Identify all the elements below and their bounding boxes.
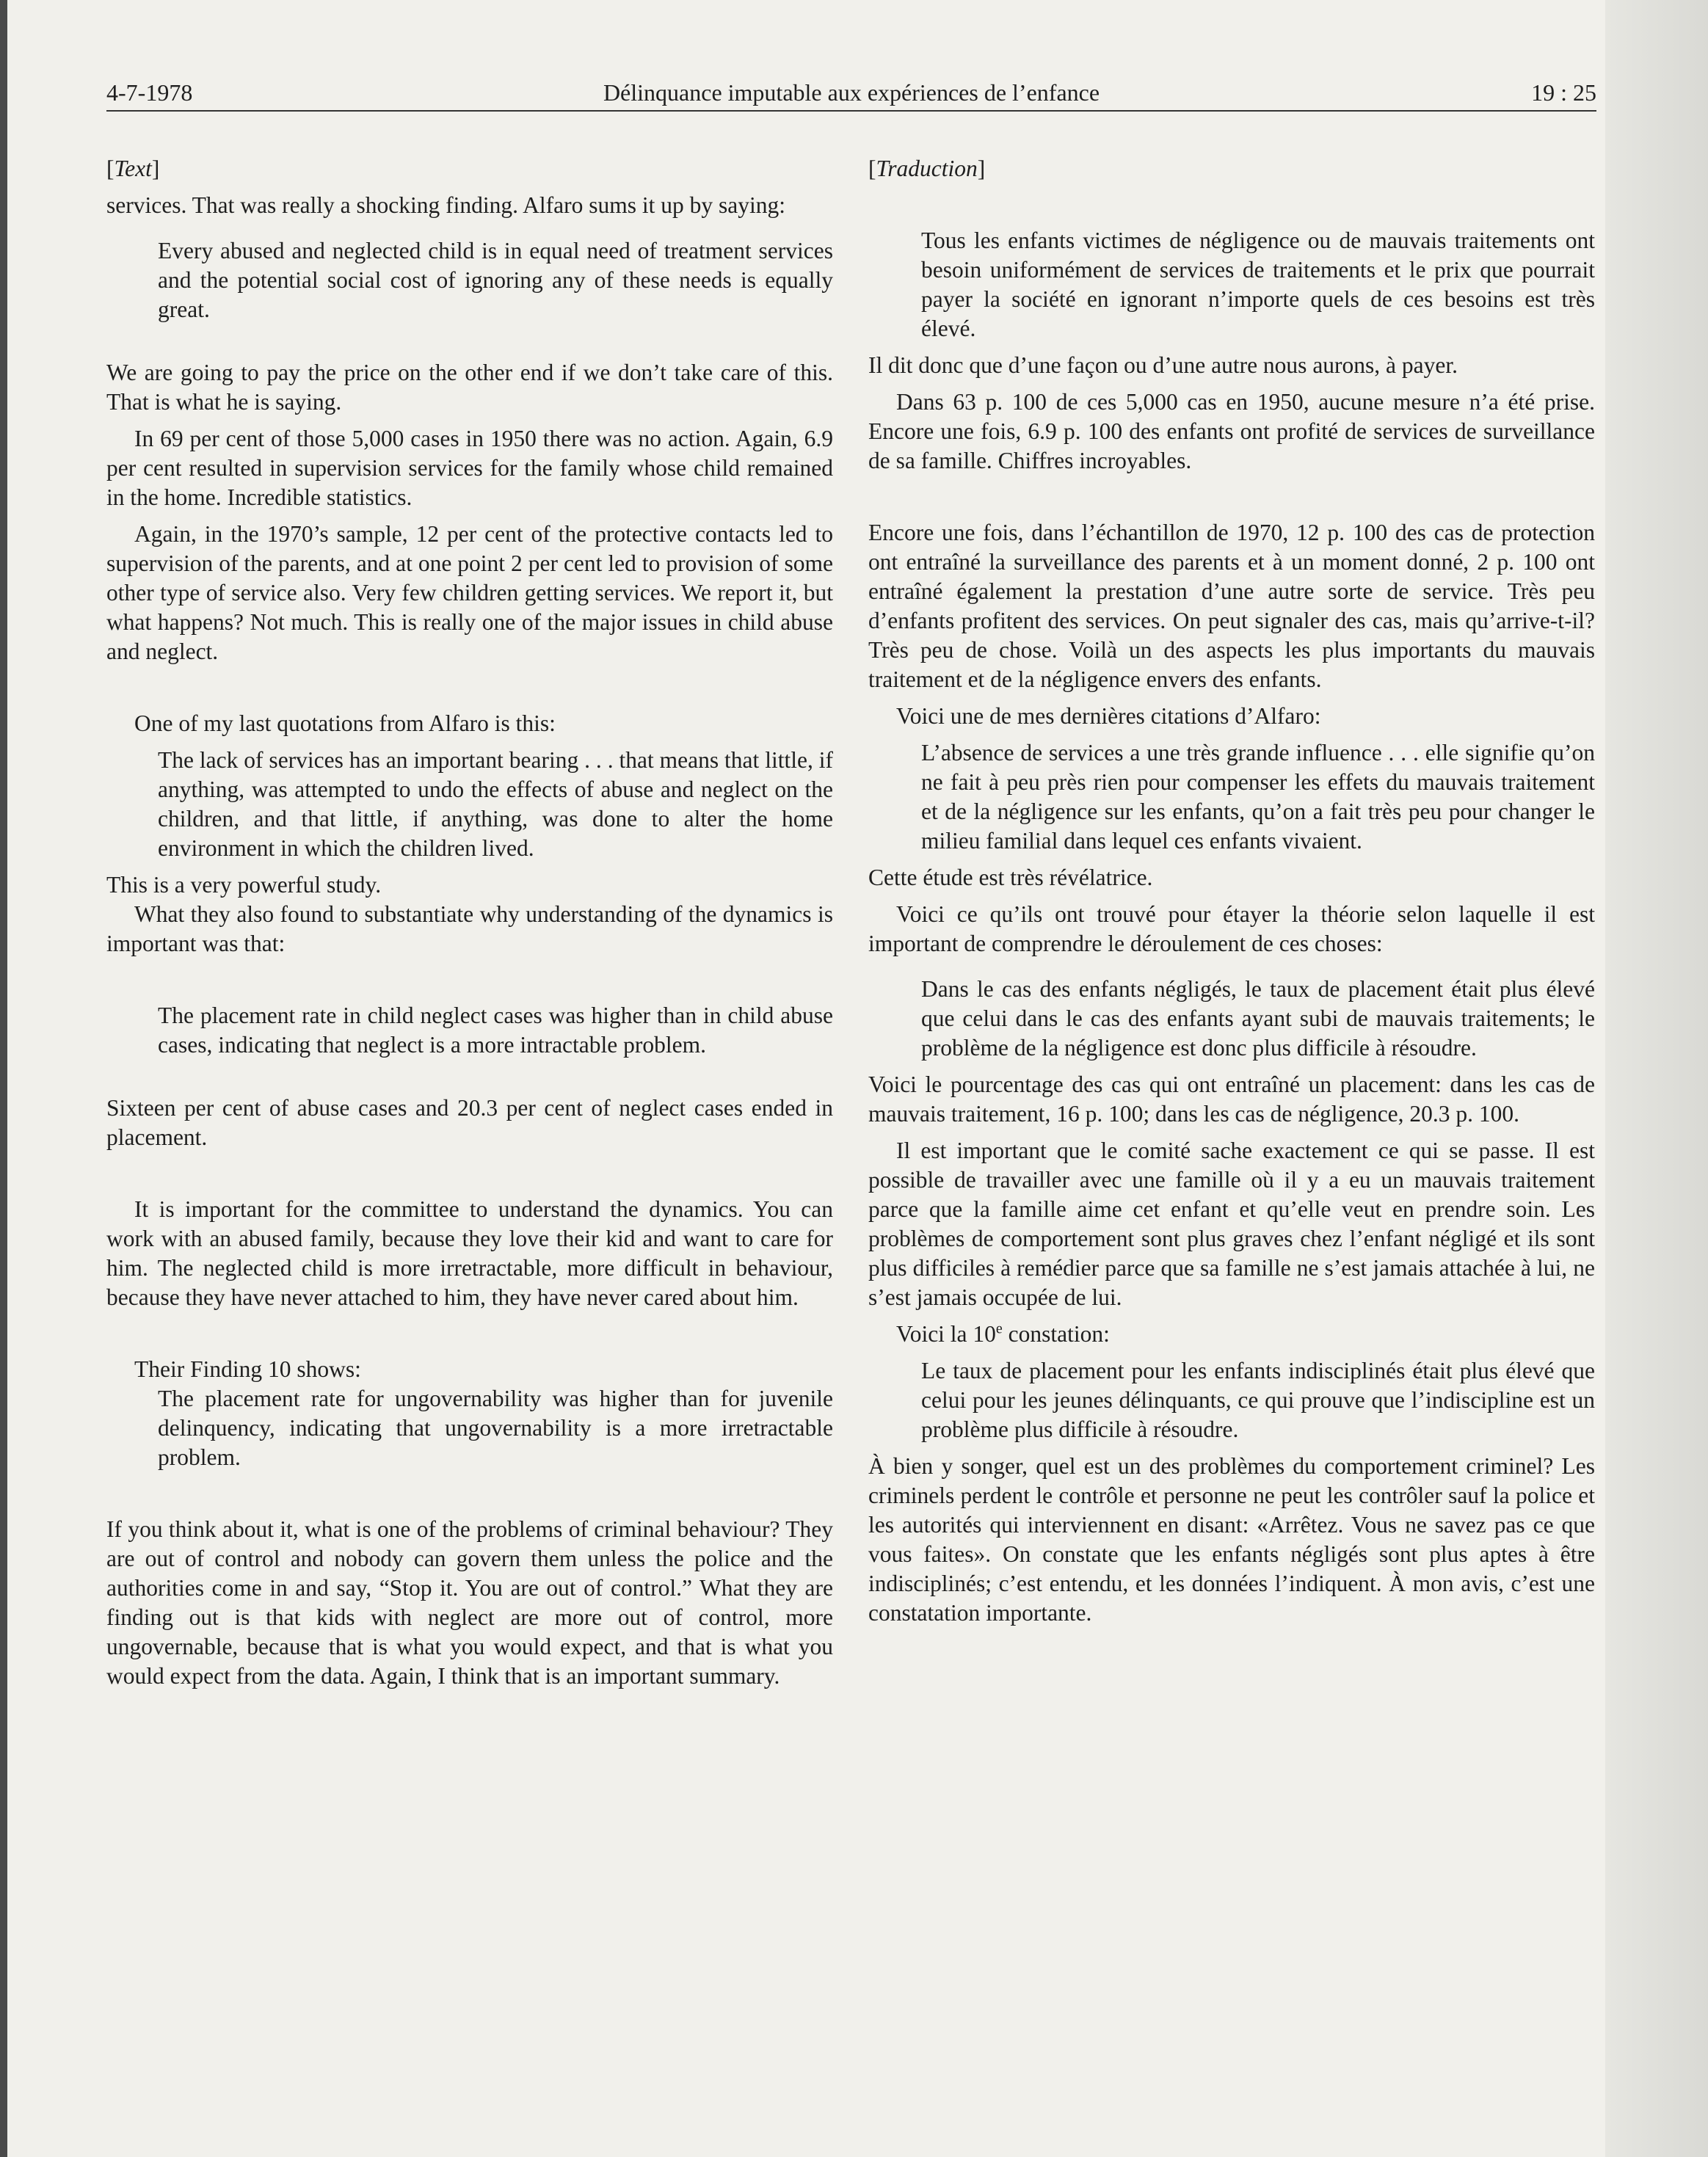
header-title: Délinquance imputable aux expériences de l’enfance [603,79,1100,106]
paragraph: Their Finding 10 shows: [134,1356,361,1382]
block-quote: The lack of services has an important bearing . . . that means that little, if anything, was attempted to undo the effects of abuse and neglect on the children, and that little, if anything, was done to alter the home environment in which the children lived. [158,747,833,861]
block-quote: L’absence de services a une très grande influence . . . elle signifie qu’on ne fait à peu près rien pour compenser les effets du mauvais traitement et de la négligence sur les enfants, qu’on a fait très peu pour changer le milieu familial dans lequel ces enfants vivaient. [921,740,1595,854]
paragraph: In 69 per cent of those 5,000 cases in 1950 there was no action. Again, 6.9 per cent resulted in supervision services for the family whose child remained in the home. Incredible statistics. [106,426,833,510]
paragraph: Voici ce qu’ils ont trouvé pour étayer la théorie selon laquelle il est important de comprendre le déroulement de ces choses: [868,901,1595,956]
paragraph: This is a very powerful study. [106,872,382,898]
paragraph: Cette étude est très révélatrice. [868,865,1153,890]
page-right-margin [1605,0,1708,2157]
paragraph: One of my last quotations from Alfaro is this: [134,710,556,736]
block-quote: Le taux de placement pour les enfants indisciplinés était plus élevé que celui pour les jeunes délinquants, ce qui prouve que l’indiscipline est un problème plus difficile à résoudre. [921,1358,1595,1442]
paragraph: Again, in the 1970’s sample, 12 per cent of the protective contacts led to supervision of the parents, and at one point 2 per cent led to provision of some other type of service also. Very few children getting services. We report it, but what happens? Not much. This is really one of the major issues in child abuse and neglect. [106,521,833,664]
paragraph: Voici le pourcentage des cas qui ont entraîné un placement: dans les cas de mauvais traitement, 16 p. 100; dans les cas de négligence, 20.3 p. 100. [868,1072,1595,1127]
block-quote: The placement rate in child neglect cases was higher than in child abuse cases, indicating that neglect is a more intractable problem. [158,1003,833,1058]
paragraph: Sixteen per cent of abuse cases and 20.3 per cent of neglect cases ended in placement. [106,1095,833,1150]
header-date: 4-7-1978 [106,79,193,106]
paragraph: Voici une de mes dernières citations d’Alfaro: [896,703,1321,729]
block-quote: Tous les enfants victimes de négligence ou de mauvais traitements ont besoin uniformément de services de traitements et le prix que pourrait payer la société en ignorant n’importe quels de ces besoins est très élevé. [921,228,1595,341]
paragraph: It is important for the committee to understand the dynamics. You can work with an abused family, because they love their kid and want to care for him. The neglected child is more irretractable, more difficult in behaviour, because they have never attached to him, they have never cared about him. [106,1196,833,1310]
paragraph: We are going to pay the price on the other end if we don’t take care of this. That is what he is saying. [106,360,833,415]
header-page-number: 19 : 25 [1531,79,1596,106]
page-binding-edge [0,0,7,2157]
block-quote: Every abused and neglected child is in equal need of treatment services and the potential social cost of ignoring any of these needs is equally great. [158,238,833,322]
paragraph: What they also found to substantiate why understanding of the dynamics is important was that: [106,901,833,956]
paragraph: services. That was really a shocking finding. Alfaro sums it up by saying: [106,192,786,218]
page-header [106,76,1596,112]
paragraph: If you think about it, what is one of the problems of criminal behaviour? They are out of control and nobody can govern them unless the police and the authorities come in and say, “Stop it. You are out of control.” What they are finding out is that kids with neglect are more out of control, more ungovernable, because that is what you would expect, and that is what you would expect from the data. Again, I think that is an important summary. [106,1516,833,1689]
paragraph: Encore une fois, dans l’échantillon de 1970, 12 p. 100 des cas de protection ont entraîné la surveillance des parents et à un moment donné, 2 p. 100 ont entraîné également la prestation d’une autre sorte de service. Très peu d’enfants profitent des services. On peut signaler des cas, mais qu’arrive-t-il? Très peu de chose. Voilà un des aspects les plus importants du mauvais traitement et de la négligence envers des enfants. [868,520,1595,692]
paragraph: Il dit donc que d’une façon ou d’une autre nous aurons, à payer. [868,352,1458,378]
paragraph: À bien y songer, quel est un des problèmes du comportement criminel? Les criminels perdent le contrôle et personne ne peut les contrôler sauf la police et les autorités qui interviennent en disant: «Arrêtez. Vous ne savez pas ce que vous faites». On constate que les enfants négligés sont plus aptes à être indisciplinés; c’est entendu, et les données l’indiquent. À mon avis, c’est une constatation importante. [868,1453,1595,1626]
french-column [868,154,1595,1628]
paragraph: Voici la 10e constation: [896,1320,1110,1347]
block-quote: The placement rate for ungovernability was higher than for juvenile delinquency, indicating that ungovernability is a more irretractable problem. [158,1386,833,1470]
block-quote: Dans le cas des enfants négligés, le taux de placement était plus élevé que celui dans le cas des enfants ayant subi de mauvais traitements; le problème de la négligence est donc plus difficile à résoudre. [921,976,1595,1061]
column-label-traduction: [Traduction] [868,156,986,181]
column-label-text: [Text] [106,156,160,181]
paragraph: Dans 63 p. 100 de ces 5,000 cas en 1950, aucune mesure n’a été prise. Encore une fois, 6.9 p. 100 des enfants ont profité de services de surveillance de sa famille. Chiffres incroyables. [868,389,1595,473]
paragraph: Il est important que le comité sache exactement ce qui se passe. Il est possible de travailler avec une famille où il y a eu un mauvais traitement parce que la famille aime cet enfant et qu’elle veut en prendre soin. Les problèmes de comportement sont plus graves chez l’enfant négligé et ils sont plus difficiles à remédier parce que sa famille ne s’est jamais attachée à lui, ne s’est jamais occupée de lui. [868,1138,1595,1310]
english-column [106,154,833,1691]
